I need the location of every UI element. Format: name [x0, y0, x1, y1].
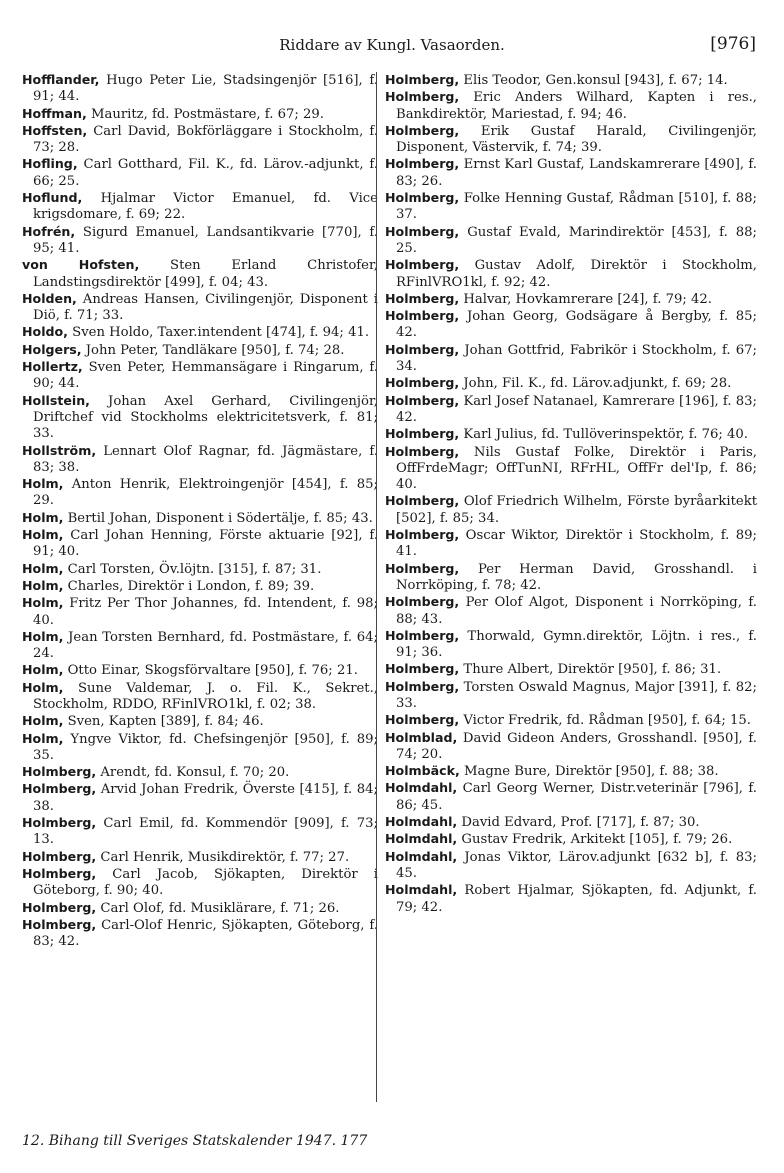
entry-surname: Holmberg, [385, 290, 460, 306]
register-entry [22, 815, 378, 849]
entry-surname: Holmberg, [385, 661, 460, 677]
entry-surname: Holmdahl, [385, 831, 458, 847]
entry-details: Otto Einar, Skogsförvaltare [950], f. 76; 21. [63, 663, 358, 679]
entry-details: Victor Fredrik, fd. Rådman [950], f. 64; 15. [459, 713, 751, 729]
register-entry [385, 661, 757, 678]
register-entry [385, 156, 757, 190]
register-entry [385, 393, 757, 427]
entry-surname: Holmberg, [385, 308, 460, 324]
register-entry [385, 831, 757, 848]
entry-surname: Holmberg, [385, 72, 460, 87]
entry-surname: Holmberg, [385, 223, 460, 239]
entry-details: Eric Anders Wilhard, Kapten i res., Bankdirektör, Mariestad, f. 94; 46. [396, 90, 757, 122]
entry-surname: Holmberg, [385, 89, 460, 105]
entry-details: Andreas Hansen, Civilingenjör, Disponent i Diö, f. 71; 33. [33, 291, 378, 324]
entry-surname: Holm, [22, 679, 64, 695]
entry-details: Sven Holdo, Taxer.intendent [474], f. 94; 41. [67, 325, 370, 341]
entry-details: Carl Emil, fd. Kommendör [909], f. 73; 13. [33, 816, 378, 848]
entry-surname: von Hofsten, [22, 257, 140, 273]
entry-details: Karl Julius, fd. Tullöverinspektör, f. 76; 40. [459, 427, 748, 443]
entry-surname: Holmbäck, [385, 763, 460, 779]
entry-surname: Holm, [22, 509, 64, 525]
register-entry [22, 476, 378, 510]
page-header [22, 36, 762, 58]
entry-surname: Holmberg, [22, 916, 97, 932]
entry-surname: Holmblad, [385, 729, 458, 745]
entry-details: Carl-Olof Henric, Sjökapten, Göteborg, f. 83; 42. [33, 917, 378, 950]
register-entry [22, 917, 378, 951]
page-footer: 12. Bihang till Sveriges Statskalender 1947. 177 [22, 1133, 368, 1149]
entry-details: Sune Valdemar, J. o. Fil. K., Sekret., Stockholm, RDDO, RFinlVRO1kl, f. 02; 38. [33, 680, 378, 712]
entry-details: Arendt, fd. Konsul, f. 70; 20. [96, 765, 290, 781]
entry-surname: Hollström, [22, 442, 97, 458]
entry-details: Torsten Oswald Magnus, Major [391], f. 82; 33. [396, 679, 757, 711]
entry-details: Nils Gustaf Folke, Direktör i Paris, OffFrdeMagr; OffTunNI, RFrHL, OffFr del'Ip, f. 86; 40. [396, 444, 757, 493]
entry-surname: Holmberg, [385, 678, 460, 694]
entry-details: Thorwald, Gymn.direktör, Löjtn. i res., f. 91; 36. [396, 628, 757, 661]
register-entry [22, 342, 378, 359]
entry-details: David Gideon Anders, Grosshandl. [950], f. 74; 20. [396, 730, 757, 762]
entry-surname: Hofling, [22, 156, 78, 172]
entry-surname: Hollstein, [22, 392, 90, 408]
entry-surname: Holmberg, [22, 781, 97, 797]
entry-surname: Holm, [22, 628, 64, 644]
entry-surname: Hofrén, [22, 223, 76, 239]
entry-surname: Holmberg, [385, 341, 460, 357]
register-entry [22, 123, 378, 157]
right-column [376, 72, 757, 1102]
register-entry [22, 764, 378, 781]
entry-surname: Holmberg, [385, 712, 460, 728]
entry-details: David Edvard, Prof. [717], f. 87; 30. [457, 815, 700, 831]
register-entry [385, 730, 757, 764]
entry-details: Karl Josef Natanael, Kamrerare [196], f. 83; 42. [396, 393, 757, 425]
register-entry [22, 629, 378, 663]
register-entry [385, 375, 757, 392]
entry-details: Gustaf Evald, Marindirektör [453], f. 88; 25. [396, 224, 757, 256]
entry-surname: Holm, [22, 476, 64, 492]
register-entry [385, 882, 757, 916]
entry-details: Elis Teodor, Gen.konsul [943], f. 67; 14. [459, 73, 728, 88]
entry-surname: Holmberg, [385, 392, 460, 408]
register-entry [385, 780, 757, 814]
entry-details: Gustav Adolf, Direktör i Stockholm, RFinlVRO1kl, f. 92; 42. [396, 258, 757, 290]
entry-details: Hugo Peter Lie, Stadsingenjör [516], f. 91; 44. [33, 73, 378, 105]
entry-surname: Holdo, [22, 324, 68, 340]
entry-details: Fritz Per Thor Johannes, fd. Intendent, f. 98; 40. [33, 596, 378, 628]
entry-details: Carl Johan Henning, Förste aktuarie [92], f. 91; 40. [33, 528, 378, 560]
entry-details: Johan Gottfrid, Fabrikör i Stockholm, f. 67; 34. [396, 342, 757, 375]
entry-surname: Holmberg, [22, 865, 97, 881]
left-column [22, 72, 378, 950]
entry-details: Per Herman David, Grosshandl. i Norrköping, f. 78; 42. [396, 561, 757, 593]
register-entry [22, 849, 378, 866]
entry-details: Johan Georg, Godsägare å Bergby, f. 85; 42. [396, 309, 757, 341]
entry-details: John, Fil. K., fd. Lärov.adjunkt, f. 69; 28. [459, 376, 732, 392]
register-entry [22, 731, 378, 765]
entry-details: Arvid Johan Fredrik, Överste [415], f. 84; 38. [33, 782, 378, 814]
register-entry [385, 527, 757, 561]
entry-surname: Holmberg, [385, 493, 460, 509]
entry-surname: Holm, [22, 527, 64, 543]
register-entry [22, 190, 378, 224]
entry-details: John Peter, Tandläkare [950], f. 74; 28. [81, 342, 345, 358]
entry-details: Yngve Viktor, fd. Chefsingenjör [950], f. 89; 35. [33, 731, 378, 763]
register-entry [22, 900, 378, 917]
entry-surname: Holmberg, [385, 122, 460, 138]
register-entry [22, 106, 378, 123]
register-entry [22, 595, 378, 629]
register-entry [22, 359, 378, 393]
entry-details: Mauritz, fd. Postmästare, f. 67; 29. [86, 106, 324, 122]
entry-surname: Hoflund, [22, 190, 83, 206]
entry-surname: Holm, [22, 560, 64, 576]
entry-details: Gustav Fredrik, Arkitekt [105], f. 79; 26. [457, 832, 733, 848]
entry-surname: Holden, [22, 290, 77, 306]
entry-details: Magne Bure, Direktör [950], f. 88; 38. [459, 764, 719, 780]
register-entry [385, 594, 757, 628]
register-entry [22, 510, 378, 527]
page-title: Riddare av Kungl. Vasaorden. [279, 36, 505, 54]
entry-surname: Holmberg, [385, 426, 460, 442]
entry-surname: Hofflander, [22, 72, 100, 87]
register-entry [385, 342, 757, 376]
register-entry [22, 680, 378, 714]
register-entry [385, 493, 757, 527]
entry-details: Sten Erland Christofer, Landstingsdirektör [499], f. 04; 43. [33, 258, 378, 290]
entry-surname: Holm, [22, 662, 64, 678]
register-entry [22, 578, 378, 595]
register-entry [22, 257, 378, 291]
register-entry [22, 866, 378, 900]
register-entry [385, 291, 757, 308]
entry-details: Folke Henning Gustaf, Rådman [510], f. 88; 37. [396, 191, 757, 223]
entry-surname: Holmberg, [22, 764, 97, 780]
entry-surname: Holmberg, [22, 848, 97, 864]
entry-surname: Holmdahl, [385, 814, 458, 830]
entry-surname: Holmberg, [385, 257, 460, 273]
entry-details: Per Olof Algot, Disponent i Norrköping, f. 88; 43. [396, 595, 757, 627]
entry-details: Oscar Wiktor, Direktör i Stockholm, f. 89; 41. [396, 528, 757, 560]
entry-details: Charles, Direktör i London, f. 89; 39. [63, 578, 315, 594]
entry-surname: Hollertz, [22, 359, 83, 375]
entry-surname: Holmberg, [385, 594, 460, 610]
entry-surname: Holm, [22, 577, 64, 593]
register-entry [22, 781, 378, 815]
register-entry [385, 444, 757, 494]
register-entry [22, 561, 378, 578]
register-entry [385, 89, 757, 123]
register-entry [385, 426, 757, 443]
entry-surname: Hoffsten, [22, 122, 88, 138]
register-entry [385, 814, 757, 831]
register-entry [385, 679, 757, 713]
register-entry [22, 393, 378, 443]
register-entry [385, 763, 757, 780]
entry-surname: Holmberg, [385, 627, 460, 643]
entry-details: Robert Hjalmar, Sjökapten, fd. Adjunkt, f. 79; 42. [396, 883, 757, 915]
entry-details: Ernst Karl Gustaf, Landskamrerare [490], f. 83; 26. [396, 157, 757, 189]
entry-details: Bertil Johan, Disponent i Södertälje, f. 85; 43. [63, 510, 373, 526]
register-entry [22, 443, 378, 477]
entry-surname: Holmberg, [385, 190, 460, 206]
entry-surname: Holm, [22, 595, 64, 611]
entry-surname: Holgers, [22, 341, 82, 357]
register-entry [385, 123, 757, 157]
entry-surname: Holmberg, [385, 443, 460, 459]
entry-details: Carl Henrik, Musikdirektör, f. 77; 27. [96, 849, 350, 865]
entry-details: Carl Olof, fd. Musiklärare, f. 71; 26. [96, 900, 340, 916]
register-entry [22, 72, 378, 106]
entry-surname: Holmberg, [22, 899, 97, 915]
entry-surname: Holmberg, [385, 375, 460, 391]
entry-details: Jean Torsten Bernhard, fd. Postmästare, f. 64; 24. [33, 629, 378, 662]
register-entry [22, 324, 378, 341]
entry-details: Johan Axel Gerhard, Civilingenjör, Driftchef vid Stockholms elektricitetsverk, f. 81; 33. [33, 393, 378, 442]
register-entry [385, 72, 757, 89]
entry-details: Carl Gotthard, Fil. K., fd. Lärov.-adjunkt, f. 66; 25. [33, 157, 378, 189]
entry-details: Sigurd Emanuel, Landsantikvarie [770], f. 95; 41. [33, 224, 378, 256]
entry-surname: Holmdahl, [385, 848, 458, 864]
entry-details: Erik Gustaf Harald, Civilingenjör, Disponent, Västervik, f. 74; 39. [396, 123, 757, 156]
entry-surname: Holmberg, [385, 156, 460, 172]
register-entry [22, 224, 378, 258]
entry-details: Sven, Kapten [389], f. 84; 46. [63, 714, 264, 730]
register-entry [22, 527, 378, 561]
entry-details: Carl David, Bokförläggare i Stockholm, f. 73; 28. [33, 123, 378, 156]
entry-details: Carl Georg Werner, Distr.veterinär [796], f. 86; 45. [396, 781, 757, 813]
entry-details: Olof Friedrich Wilhelm, Förste byråarkitekt [502], f. 85; 34. [396, 494, 757, 526]
register-entry [385, 628, 757, 662]
entry-details: Thure Albert, Direktör [950], f. 86; 31. [459, 662, 722, 678]
register-entry [385, 224, 757, 258]
register-entry [385, 712, 757, 729]
register-entry [385, 561, 757, 595]
page-number: [976] [710, 34, 756, 54]
entry-surname: Hoffman, [22, 105, 87, 121]
entry-details: Halvar, Hovkamrerare [24], f. 79; 42. [459, 291, 712, 307]
register-entry [385, 308, 757, 342]
entry-details: Carl Torsten, Öv.löjtn. [315], f. 87; 31. [63, 561, 322, 577]
entry-surname: Holmdahl, [385, 882, 458, 898]
entry-details: Anton Henrik, Elektroingenjör [454], f. 85; 29. [33, 477, 378, 509]
entry-details: Sven Peter, Hemmansägare i Ringarum, f. 90; 44. [33, 360, 378, 392]
register-entry [22, 291, 378, 325]
entry-surname: Holmberg, [385, 527, 460, 543]
entry-surname: Holm, [22, 730, 64, 746]
entry-surname: Holm, [22, 713, 64, 729]
register-entry [22, 662, 378, 679]
entry-details: Lennart Olof Ragnar, fd. Jägmästare, f. 83; 38. [33, 443, 378, 475]
register-entry [22, 713, 378, 730]
entry-details: Carl Jacob, Sjökapten, Direktör i Göteborg, f. 90; 40. [33, 866, 378, 899]
entry-surname: Holmberg, [22, 815, 97, 831]
entry-details: Hjalmar Victor Emanuel, fd. Vice krigsdomare, f. 69; 22. [33, 191, 378, 223]
register-entry [385, 849, 757, 883]
register-entry [22, 156, 378, 190]
register-entry [385, 257, 757, 291]
entry-surname: Holmdahl, [385, 780, 458, 796]
entry-details: Jonas Viktor, Lärov.adjunkt [632 b], f. 83; 45. [396, 849, 757, 881]
entry-surname: Holmberg, [385, 560, 460, 576]
register-entry [385, 190, 757, 224]
